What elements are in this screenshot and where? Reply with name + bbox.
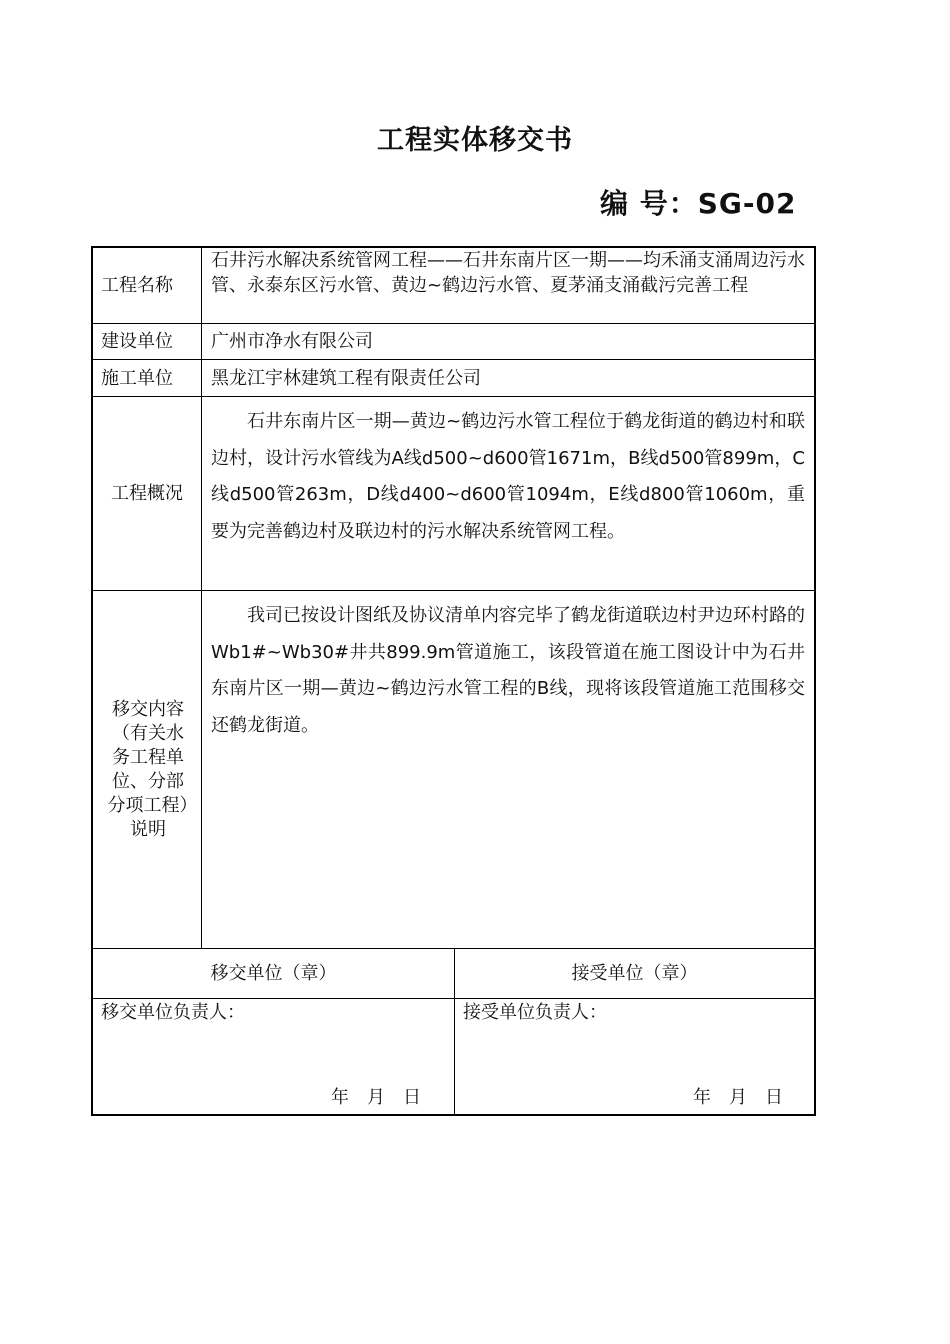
- receiving-date-label: 年 月 日: [693, 1087, 783, 1108]
- overview-text: 石井东南片区一期—黄边~鹤边污水管工程位于鹤龙街道的鹤边村和联边村，设计污水管线为A线d500~d600管1671m，B线d500管899m，C线d500管263m，D线d400~d600管1094m，E线d800管1060m，重要为完善鹤边村及联边村的污水解决系统管网工程。: [211, 411, 805, 542]
- handover-unit-seal-label: 移交单位（章）: [210, 963, 337, 984]
- handover-table: [91, 246, 816, 1116]
- handover-person-label: 移交单位负责人：: [101, 1002, 245, 1023]
- builder-label: 建设单位: [101, 331, 173, 352]
- document-number: [600, 182, 800, 222]
- project-name-label: 工程名称: [101, 275, 173, 296]
- handover-content-label: 移交内容（有关水务工程单位、分部分项工程）说明: [107, 698, 189, 840]
- document-title: 工程实体移交书: [377, 125, 573, 156]
- receiving-unit-seal-label: 接受单位（章）: [571, 963, 698, 984]
- contractor-value: 黑龙江宇林建筑工程有限责任公司: [211, 367, 481, 389]
- handover-content-text: 我司已按设计图纸及协议清单内容完毕了鹤龙街道联边村尹边环村路的Wb1#~Wb30#井共899.9m管道施工，该段管道在施工图设计中为石井东南片区一期—黄边~鹤边污水管工程的B线，现将该段管道施工范围移交还鹤龙街道。: [211, 605, 805, 736]
- contractor-label: 施工单位: [101, 367, 173, 389]
- project-name-value: 石井污水解决系统管网工程——石井东南片区一期——均禾涌支涌周边污水管、永泰东区污水管、黄边~鹤边污水管、夏茅涌支涌截污完善工程: [211, 250, 805, 296]
- document-number-label: 编 号：: [600, 187, 698, 220]
- document-number-value: SG-02: [697, 187, 797, 220]
- receiving-person-label: 接受单位负责人：: [463, 1002, 607, 1023]
- overview-label: 工程概况: [111, 483, 183, 504]
- builder-value: 广州市净水有限公司: [211, 331, 373, 352]
- handover-date-label: 年 月 日: [331, 1087, 421, 1108]
